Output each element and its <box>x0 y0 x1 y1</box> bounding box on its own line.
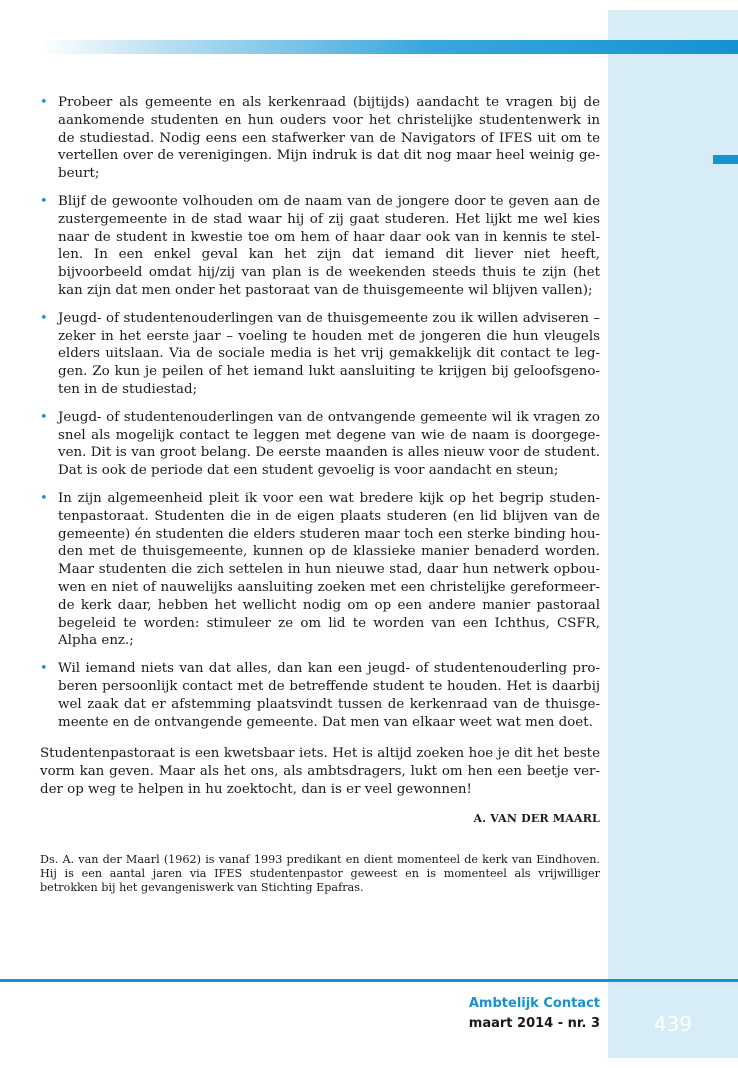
issue-info: maart 2014 - nr. 3 <box>468 1016 600 1031</box>
article-body <box>40 94 600 907</box>
list-item-text: Jeugd- of studentenouderlingen van de ontvangende gemeente wil ik vragen zo snel als mogelijk contact te leggen met degene van wie de naam is doorgegeven. Dit is van groot belang. De eerste maanden is alles nieuw voor de student. Dat is ook de periode dat een student gevoelig is voor aandacht en steun; <box>58 409 600 479</box>
list-item <box>40 94 600 183</box>
list-item-text: Probeer als gemeente en als kerkenraad (bijtijds) aandacht te vragen bij de aankomende studenten en hun ouders voor het christelijke studentenwerk in de studiestad. Nodig eens een stafwerker van de Navigators of IFES uit om te vertellen over de verenigingen. Mijn indruk is dat dit nog maar heel weinig gebeurt; <box>58 95 600 182</box>
bullet-icon: • <box>40 409 48 425</box>
bullet-icon: • <box>40 490 48 506</box>
list-item-text: Blijf de gewoonte volhouden om de naam van de jongere door te geven aan de zustergemeente in de stad waar hij of zij gaat studeren. Het lijkt me wel kies naar de student in kwestie toe om hem of haar daar ook van in kennis te stellen. In een enkel geval kan het zijn dat iemand dit liever niet heeft, bijvoorbeeld omdat hij/zij van plan is de weekenden steeds thuis te zijn (het kan zijn dat men onder het pastoraat van de thuisgemeente wil blijven vallen); <box>58 193 600 298</box>
side-tab-marker <box>713 155 738 164</box>
side-panel <box>608 10 738 1058</box>
bullet-icon: • <box>40 95 48 110</box>
list-item <box>40 490 600 650</box>
bullet-icon: • <box>40 310 48 326</box>
bullet-icon: • <box>40 661 48 677</box>
advice-list <box>40 94 600 731</box>
list-item <box>40 193 600 300</box>
list-item-text: Jeugd- of studentenouderlingen van de thuisgemeente zou ik willen adviseren – zeker in het eerste jaar – voeling te houden met de jongeren die hun vleugels elders uitslaan. Via de sociale media is het vrij gemakkelijk dit contact te leggen. Zo kun je peilen of het iemand lukt aansluiting te krijgen bij geloofsgenoten in de studiestad; <box>58 310 600 397</box>
magazine-title: Ambtelijk Contact <box>468 996 600 1011</box>
list-item <box>40 409 600 480</box>
author-bio: Ds. A. van der Maarl (1962) is vanaf 1993 predikant en dient momenteel de kerk van Eindhoven. Hij is een aantal jaren via IFES studentenpastor geweest en is momenteel als vrijwilliger betrokken bij het gevangeniswerk van Stichting Epafras. <box>40 853 600 895</box>
list-item-text: In zijn algemeenheid pleit ik voor een wat bredere kijk op het begrip studentenpastoraat. Studenten die in de eigen plaats studeren (en lid blijven van de gemeente) én studenten die elders studeren maar toch een sterke binding houden met de thuisgemeente, kunnen op de klassieke manier benaderd worden. Maar studenten die zich settelen in hun nieuwe stad, daar hun netwerk opbouwen en niet of nauwelijks aansluiting zoeken met een christelijke gereformeerde kerk daar, hebben het wellicht nodig om op een andere manier pastoraal begeleid te worden: stimuleer ze om lid te worden van een Ichthus, CSFR, Alpha enz.; <box>58 490 600 649</box>
closing-paragraph: Studentenpastoraat is een kwetsbaar iets. Het is altijd zoeken hoe je dit het beste vorm kan geven. Maar als het ons, als ambtsdragers, lukt om hen een beetje verder op weg te helpen in hu zoektocht, dan is er veel gewonnen! <box>40 746 600 797</box>
author-signature: A. VAN DER MAARL <box>473 812 600 826</box>
list-item-text: Wil iemand niets van dat alles, dan kan een jeugd- of studentenouderling proberen persoonlijk contact met de betreffende student te houden. Het is daarbij wel zaak dat er afstemming plaatsvindt tussen de kerkenraad van de thuisgemeente en de ontvangende gemeente. Dat men van elkaar weet wat men doet. <box>58 661 600 730</box>
list-item <box>40 310 600 399</box>
footer-rule <box>0 979 738 982</box>
list-item <box>40 660 600 731</box>
page-number: 439 <box>653 1012 693 1036</box>
header-stripe <box>40 40 738 54</box>
bullet-icon: • <box>40 193 48 209</box>
